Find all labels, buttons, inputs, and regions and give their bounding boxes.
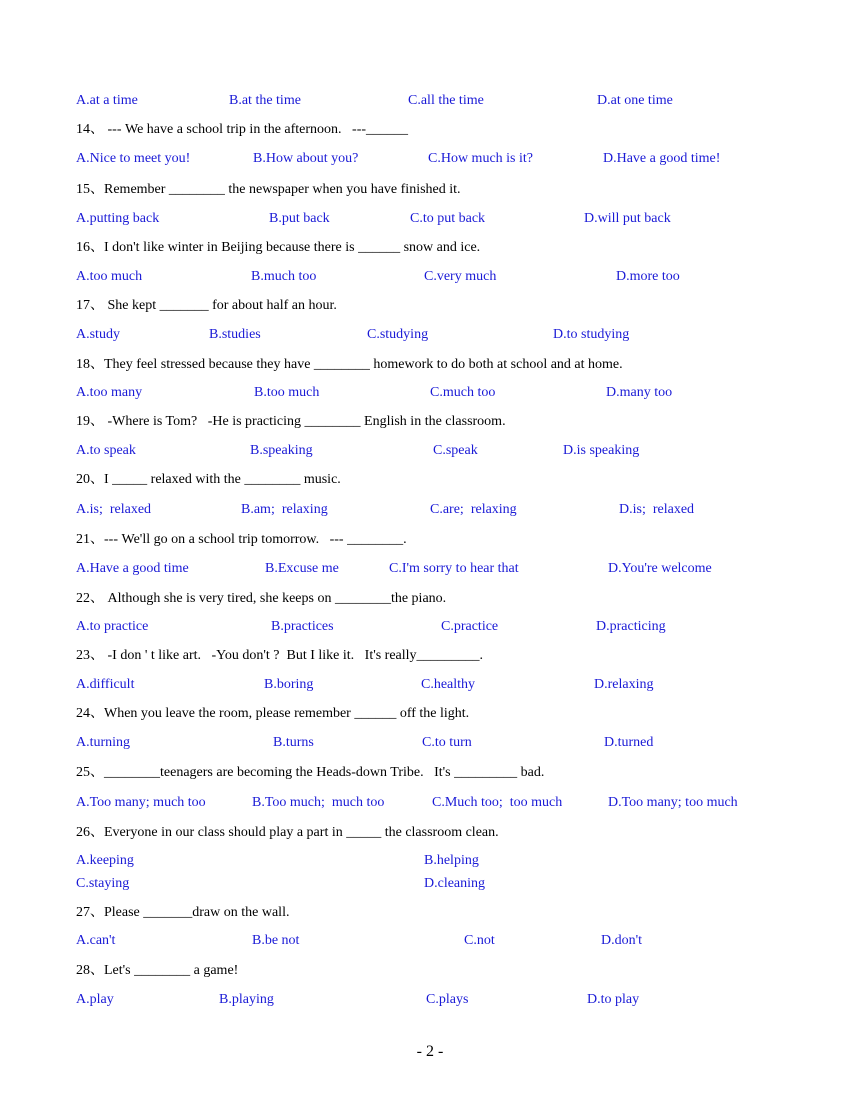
option-d: D.at one time (597, 93, 673, 108)
question-21: 21、--- We'll go on a school trip tomorrow. --- ________. (76, 532, 407, 547)
question-19: 19、 -Where is Tom? -He is practicing ________ English in the classroom. (76, 414, 506, 429)
option-b: B.boring (264, 677, 314, 692)
option-a: A.turning (76, 735, 131, 750)
option-c: C.much too (430, 385, 496, 400)
option-a: A.Nice to meet you! (76, 151, 191, 166)
option-c: C.plays (426, 992, 469, 1007)
option-d: D.is speaking (563, 443, 640, 458)
option-d: D.turned (604, 735, 654, 750)
option-d: D.Too many; too much (608, 795, 738, 810)
option-c: C.to turn (422, 735, 472, 750)
option-a: A.Too many; much too (76, 795, 206, 810)
option-d: D.to play (587, 992, 640, 1007)
option-b: B.put back (269, 211, 330, 226)
question-25: 25、________teenagers are becoming the Heads-down Tribe. It's _________ bad. (76, 765, 545, 780)
option-b: B.turns (273, 735, 314, 750)
option-d: D.will put back (584, 211, 671, 226)
option-a: A.to speak (76, 443, 136, 458)
option-a: A.to practice (76, 619, 149, 634)
option-b: B.too much (254, 385, 320, 400)
question-27: 27、Please _______draw on the wall. (76, 905, 290, 920)
option-d: D.relaxing (594, 677, 654, 692)
option-c: C.How much is it? (428, 151, 533, 166)
option-a: A.putting back (76, 211, 160, 226)
option-a: A.difficult (76, 677, 135, 692)
question-23: 23、 -I don ' t like art. -You don't ? But I like it. It's really_________. (76, 648, 484, 663)
option-b: B.practices (271, 619, 334, 634)
question-22: 22、 Although she is very tired, she keeps on ________the piano. (76, 591, 447, 606)
option-b: B.Too much; much too (252, 795, 385, 810)
option-c: C.practice (441, 619, 499, 634)
question-15: 15、Remember ________ the newspaper when you have finished it. (76, 182, 461, 197)
question-28: 28、Let's ________ a game! (76, 963, 239, 978)
option-a: A.too many (76, 385, 143, 400)
option-c: C.speak (433, 443, 478, 458)
option-b: B.am; relaxing (241, 502, 328, 517)
option-c: C.not (464, 933, 495, 948)
option-c: C.staying (76, 876, 130, 891)
option-d: D.cleaning (424, 876, 486, 891)
option-d: D.many too (606, 385, 673, 400)
question-26: 26、Everyone in our class should play a part in _____ the classroom clean. (76, 825, 499, 840)
question-14: 14、 --- We have a school trip in the afternoon. ---______ (76, 122, 409, 137)
option-c: C.are; relaxing (430, 502, 517, 517)
option-d: D.to studying (553, 327, 630, 342)
question-17: 17、 She kept _______ for about half an hour. (76, 298, 337, 313)
option-d: D.practicing (596, 619, 666, 634)
option-a: A.is; relaxed (76, 502, 152, 517)
page-number: - 2 - (416, 1043, 444, 1060)
option-c: C.Much too; too much (432, 795, 563, 810)
option-a: A.can't (76, 933, 116, 948)
option-b: B.studies (209, 327, 261, 342)
option-d: D.is; relaxed (619, 502, 695, 517)
option-c: C.studying (367, 327, 429, 342)
option-c: C.I'm sorry to hear that (389, 561, 519, 576)
option-b: B.Excuse me (265, 561, 339, 576)
option-b: B.helping (424, 853, 479, 868)
option-a: A.at a time (76, 93, 138, 108)
option-a: A.Have a good time (76, 561, 189, 576)
question-16: 16、I don't like winter in Beijing because there is ______ snow and ice. (76, 240, 481, 255)
option-a: A.keeping (76, 853, 134, 868)
question-20: 20、I _____ relaxed with the ________ music. (76, 472, 341, 487)
option-b: B.at the time (229, 93, 301, 108)
option-c: C.to put back (410, 211, 486, 226)
option-a: A.study (76, 327, 120, 342)
question-18: 18、They feel stressed because they have ________ homework to do both at school and at home. (76, 357, 623, 372)
option-d: D.Have a good time! (603, 151, 721, 166)
option-c: C.very much (424, 269, 497, 284)
option-b: B.speaking (250, 443, 313, 458)
option-d: D.more too (616, 269, 680, 284)
option-b: B.much too (251, 269, 317, 284)
option-d: D.don't (601, 933, 643, 948)
option-b: B.be not (252, 933, 300, 948)
option-a: A.too much (76, 269, 143, 284)
option-b: B.How about you? (253, 151, 359, 166)
option-a: A.play (76, 992, 114, 1007)
option-c: C.healthy (421, 677, 476, 692)
option-b: B.playing (219, 992, 274, 1007)
option-c: C.all the time (408, 93, 484, 108)
option-d: D.You're welcome (608, 561, 712, 576)
question-24: 24、When you leave the room, please remember ______ off the light. (76, 706, 470, 721)
